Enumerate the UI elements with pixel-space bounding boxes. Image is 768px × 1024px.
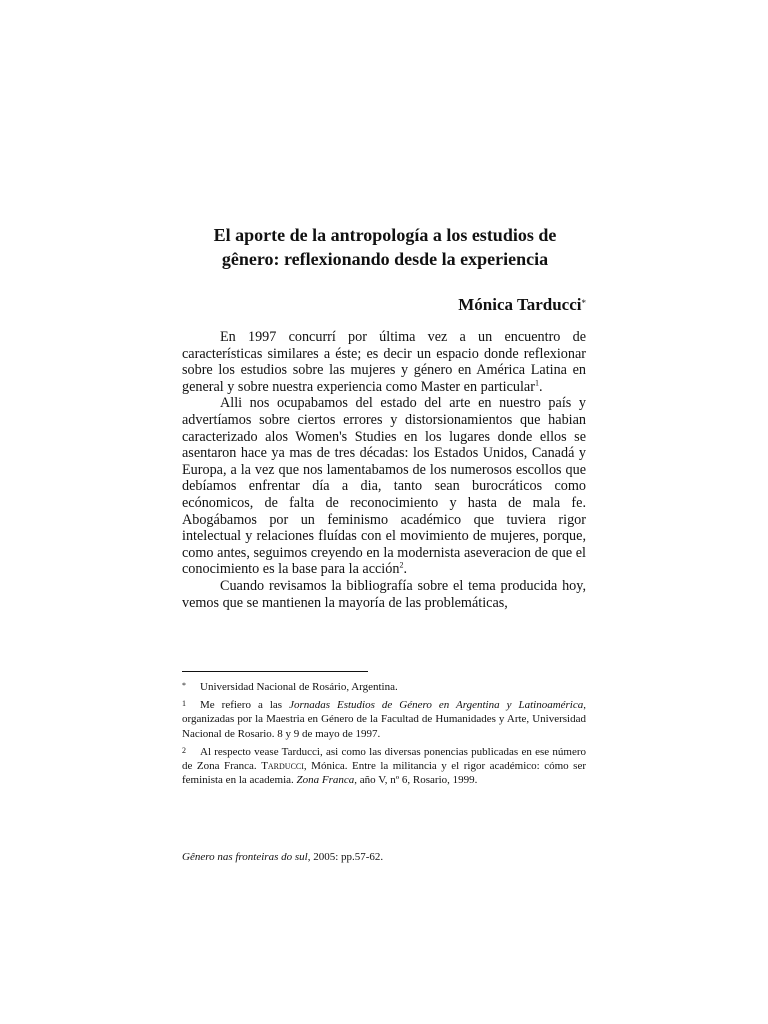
title-line-2: gênero: reflexionando desde la experiencia [221,249,549,269]
footnote-2-journal: Zona Franca [296,774,355,787]
paragraph-1-text: En 1997 concurrí por última vez a un encuentro de características similares a éste; es decir un espacio donde reflexionar sobre los estudios sobre las mujeres y género en América Latina en general y sobre nuestra experiencia como Master en particular [182,329,586,395]
footnote-1 [182,698,586,741]
footnote-2-author: Tarducci [261,760,304,773]
footnote-ref-1[interactable]: 1 [534,378,539,388]
footnote-1-event-title: Jornadas Estudios de Género en Argentina y Latinoamérica [289,699,584,712]
footnote-1-pre: Me refiero a las [200,699,290,712]
footnote-star-text: Universidad Nacional de Rosário, Argentina. [200,681,398,693]
footnotes [182,680,586,791]
paragraph-1-tail: . [538,378,543,395]
footer-pages: , 2005: pp.57-62. [307,851,384,863]
author-footnote-mark[interactable]: * [581,298,586,308]
paragraph-3-text: Cuando revisamos la bibliografía sobre el tema producida hoy, vemos que se mantienen la mayoría de las problemáticas, [182,577,586,611]
footnote-star-mark: * [182,681,186,690]
footnote-2-post: , año V, nº 6, Rosario, 1999. [354,774,478,787]
footnote-star [182,680,586,694]
page-footer-citation [182,850,383,864]
title-line-1: El aporte de la antropología a los estudios de [213,225,557,245]
footnote-2-mark: 2 [182,745,186,755]
paragraph-2 [182,395,586,578]
footnote-2-mid: , Mónica. Entre la militancia y el rigor académico: cómo ser feminista en la academia. [182,760,586,787]
paragraph-2-tail: . [403,561,407,578]
paragraph-3 [182,578,586,611]
paragraph-2-text: Alli nos ocupabamos del estado del arte en nuestro país y advertíamos sobre ciertos errores y distorsionamientos que habian caracterizado alos Women's Studies en los lugares donde ellos se asentaron hace ya mas de tres décadas: los Estados Unidos, Canadá y Europa, a la vez que nos lamentabamos de los numerosos escollos que debíamos enfrentar día a dia, tanto sean burocráticos como ecónomicos, de falta de reconocimiento y hasta de mala fe. Abogábamos por un feminismo académico que tuviera rigor intelectual y relaciones fluídas con el movimiento de mujeres, porque, como antes, seguimos creyendo en la modernista aseveracion de que el conocimiento es la base para la acción [182,395,586,578]
footnote-2 [182,745,586,788]
footnote-ref-2[interactable]: 2 [399,560,404,570]
footnote-1-mark: 1 [182,699,186,709]
footnote-1-post: , organizadas por la Maestria en Género de la Facultad de Humanidades y Arte, Universidad Nacional de Rosario. 8 y 9 de mayo de 1997. [182,699,587,740]
paragraph-1 [182,329,586,395]
article-title [180,223,590,271]
author-line [458,294,586,316]
footer-journal-title: Gênero nas fronteiras do sul [182,851,308,863]
footnote-2-pre: Al respecto vease Tarducci, asi como las diversas ponencias publicadas en ese número de Zona Franca. [182,745,586,773]
author-name: Mónica Tarducci [458,295,582,314]
article-body [182,329,586,611]
footnote-divider [182,671,368,672]
